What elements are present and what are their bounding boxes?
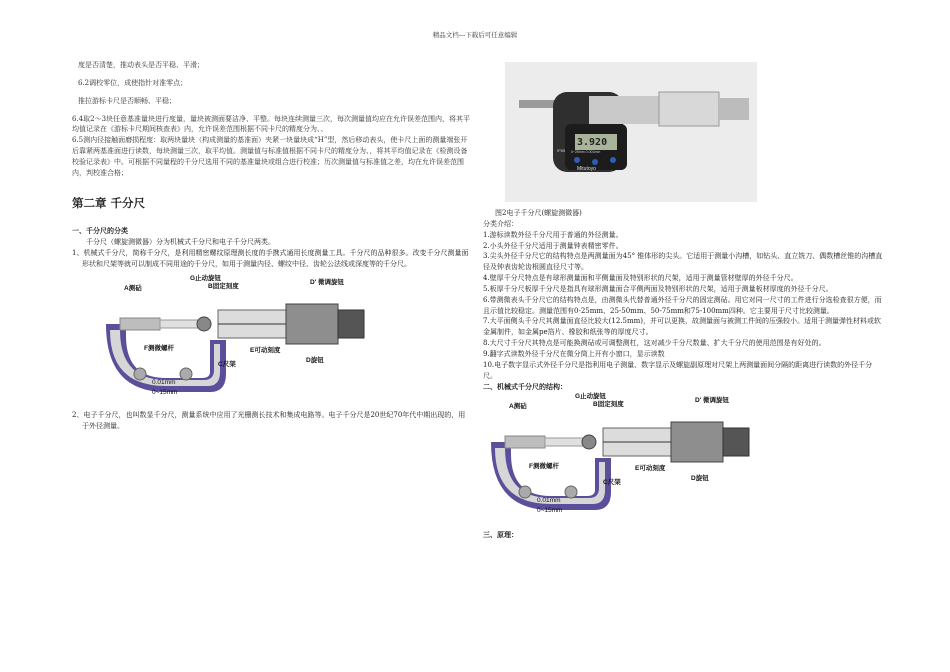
list-item: 1.游标读数外径千分尺用于普通的外径测量。	[483, 230, 623, 239]
lcd-readout: 3.920	[577, 137, 608, 148]
micrometer-drawing	[485, 392, 765, 522]
paragraph: 度是否清楚，推动表头是否平稳、平滑；	[78, 61, 204, 69]
list-item: 6.带测微表头千分尺它的结构特点是，由测微头代替普通外径千分尺的固定测砧。用它对同一尺寸的工件进行分选检查很方便，而且示值比较稳定。测量范围有0-25mm、25-50mm、50-75mm和75-100mm四种。它主要用于尺寸比较测量。	[483, 295, 882, 315]
list-item: 4.壁厚千分尺特点是有球形测量面和平侧量面及特别形状的尺架，适用于测量管材壁厚的外径千分尺。	[483, 274, 798, 283]
left-column	[72, 60, 472, 431]
label-thimble-scale: E可动刻度	[635, 465, 666, 473]
label-anvil: A测砧	[124, 284, 142, 292]
ip-badge: IP65	[557, 148, 566, 153]
section-heading: 一、千分尺的分类	[72, 227, 128, 236]
list-item: 3.尖头外径千分尺它的结构特点是两测量面为45° 锥体形的尖头。它适用于测量小沟槽，如钻头、直立铣刀、偶数槽丝锥的沟槽直径及钟表齿轮齿根圆直径尺寸等。	[483, 252, 883, 272]
range-label: 0~25mm 0.001mm	[571, 150, 601, 154]
section-heading: 二、机械式千分尺的结构：	[483, 382, 567, 391]
label-knob: D旋钮	[691, 475, 709, 483]
list-item: 10.电子数字显示式外径千分尺是指利用电子测量、数字显示及螺旋副原理对尺架上两测量面间分隔的距离进行读数的外径千分尺。	[483, 360, 873, 380]
photo-drawing	[505, 62, 757, 202]
spec-resolution: 0.01mm	[152, 378, 176, 386]
spec-range: 0~15mm	[152, 388, 178, 396]
list-item: 5.板厚千分尺板厚千分尺是指具有球形测量面合平侧两面及特别形状的尺架，适用于测量板材厚度的外径千分尺。	[483, 284, 833, 293]
paragraph: 6.2调校零位，成使指针对准零点；	[78, 78, 188, 87]
list-item: 8.大尺寸千分尺其特点是可能换测砧或可调整测杠，这对减少千分尺数量、扩大千分尺的使用范围是有好处的。	[483, 339, 826, 348]
label-lock-knob: G止动旋钮	[575, 393, 607, 401]
label-fine-knob: D′ 微调旋钮	[695, 397, 730, 405]
list-item: 2.小头外径千分尺适用于测量钟表精密零件。	[483, 241, 623, 250]
spec-range: 0~15mm	[537, 507, 563, 515]
digital-micrometer-photo	[505, 62, 757, 202]
brand-label: Mitutoyo	[577, 166, 596, 172]
list-item: 7.大平面侧头千分尺其测量面直径比较大(12.5mm)，并可以更换，故测量面与被测工件间的压强较小。适用于测量弹性材料或软金属制件，如金属pe箔片、橡胶和纸张等的厚度尺寸。	[483, 317, 882, 337]
right-column	[483, 60, 883, 541]
label-lock-knob: G止动旋钮	[190, 274, 222, 282]
chapter-title: 第二章 千分尺	[72, 195, 146, 210]
paragraph: 1、机械式千分尺，简称千分尺，是利用精密螺纹原理测长度的手携式通用长度测量工具。千分尺的品种很多。改变千分尺测量面形状和尺架等就可以制成不同用途的千分尺，如用于测量内径、螺纹中径、齿轮公法线或深度等的千分尺。	[72, 249, 469, 268]
paragraph: 千分尺（螺旋测微器）分为机械式千分尺和电子千分尺两类。	[86, 238, 275, 247]
label-fixed-scale: B固定刻度	[593, 401, 624, 409]
paragraph: 6.4取2～3块任意基准量块进行度量，量块被测面要洁净、平整。每块连续测量三次，每次测量值均应在允许误差范围内，将其平均值记录在《游标卡尺期间核查表》内，允许误差范围根据不同卡尺的精度分为、、	[72, 114, 471, 134]
spec-resolution: 0.01mm	[537, 497, 561, 505]
label-fine-knob: D′ 微调旋钮	[310, 278, 345, 286]
paragraph: 2、电子千分尺，也叫数显千分尺，测量系统中应用了光栅测长技术和集成电路等。电子千分尺是20世纪70年代中期出现的，用于外径测量。	[72, 410, 466, 430]
list-item: 9.翻字式读数外径千分尺在微分筒上开有小窗口，显示读数	[483, 349, 665, 358]
paragraph: 推拉游标卡尺是否顺畅、平稳；	[78, 96, 176, 105]
label-frame: C尺架	[218, 360, 236, 368]
micrometer-diagram	[100, 274, 380, 404]
paragraph: 6.5测内径接触面磨损程度：取两块量块（构成测量的基准面）夹紧一块量块成“H”型，然后移动表头，使卡尺上面的测量端张开后靠紧两基准面进行读数，每块测量三次，取平均值。测量值与标准值根据不同卡尺的精度分为、，将其平均值记录在《检测设备校验记录表》中。可根据不同量程的千分尺选用不同的基准量块或组合进行校准；历次测量值与标准值之差，均在允许误差范围内，判校准合格；	[72, 136, 468, 177]
label-fixed-scale: B固定刻度	[208, 282, 239, 290]
label-spindle: F测微螺杆	[144, 344, 174, 352]
page-header: 精品文档---下载后可任意编辑	[432, 31, 518, 39]
micrometer-drawing	[100, 274, 380, 404]
label-spindle: F测微螺杆	[529, 463, 559, 471]
label-thimble-scale: E可动刻度	[250, 346, 281, 354]
label-anvil: A测砧	[509, 403, 527, 411]
classification-list	[483, 230, 883, 382]
label-knob: D旋钮	[306, 356, 324, 364]
paragraph: 分类介绍：	[483, 219, 518, 228]
micrometer-diagram-2	[485, 392, 765, 522]
figure-caption: 图2电子千分尺(螺旋测微器)	[495, 209, 582, 217]
section-heading: 三、原理：	[483, 531, 518, 540]
label-frame: C尺架	[603, 479, 621, 487]
